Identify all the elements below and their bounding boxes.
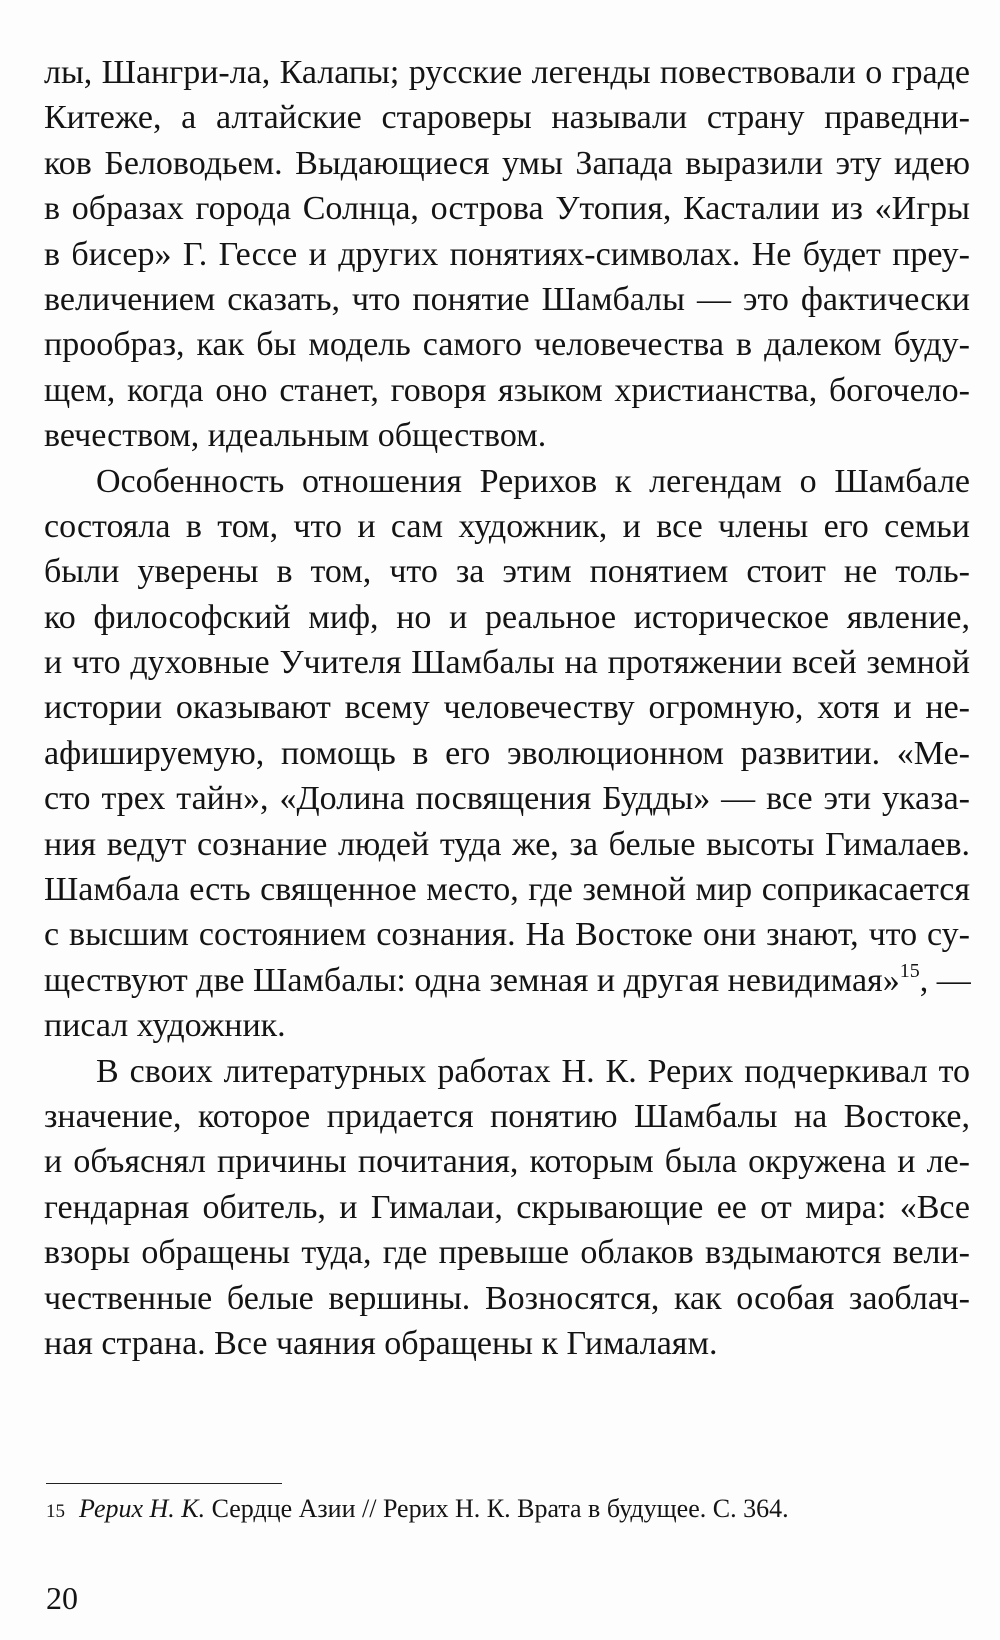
- text-line: с высшим состоянием сознания. На Востоке они знают, что су-: [44, 916, 970, 954]
- text-line: Китеже, а алтайские староверы называли страну праведни-: [44, 99, 970, 137]
- text-line-body: ществуют две Шамбалы: одна земная и другая невидимая»: [44, 961, 900, 999]
- footnote-text: Сердце Азии // Рерих Н. К. Врата в будущее. С. 364.: [205, 1494, 789, 1523]
- text-line: гендарная обитель, и Гималаи, скрывающие ее от мира: «Все: [44, 1188, 970, 1226]
- text-line: ния ведут сознание людей туда же, за белые высоты Гималаев.: [44, 825, 970, 863]
- text-line: ко философский миф, но и реальное историческое явление,: [44, 598, 970, 636]
- text-line: истории оказывают всему человечеству огромную, хотя и не-: [44, 689, 970, 727]
- text-line: взоры обращены туда, где превыше облаков вздымаются вели-: [44, 1234, 970, 1272]
- text-line: ков Беловодьем. Выдающиеся умы Запада выразили эту идею: [44, 144, 970, 182]
- paragraph-2: [44, 459, 970, 1049]
- footnote-number: 15: [46, 1501, 65, 1522]
- text-line: и что духовные Учителя Шамбалы на протяжении всей земной: [44, 644, 970, 682]
- text-line: щем, когда оно станет, говоря языком христианства, богочело-: [44, 371, 970, 409]
- paragraph-1: [44, 50, 970, 459]
- text-line: чественные белые вершины. Возносятся, как особая заоблач-: [44, 1279, 970, 1317]
- text-line: в образах города Солнца, острова Утопия, Касталии из «Игры: [44, 190, 970, 228]
- text-line: ная страна. Все чаяния обращены к Гималаям.: [44, 1324, 718, 1362]
- text-line-with-footnote-ref: [44, 958, 970, 1003]
- footnote-author: Рерих Н. К.: [79, 1494, 206, 1523]
- text-line: прообраз, как бы модель самого человечества в далеком буду-: [44, 326, 970, 364]
- text-line: в бисер» Г. Гессе и других понятиях-символах. Не будет преу-: [44, 235, 970, 273]
- text-line: были уверены в том, что за этим понятием стоит не толь-: [44, 553, 970, 591]
- page-number: 20: [46, 1580, 78, 1616]
- footnote-divider: [46, 1483, 282, 1484]
- text-line: писал художник.: [44, 1007, 286, 1045]
- text-line: величением сказать, что понятие Шамбалы — это фактически: [44, 280, 970, 318]
- text-line: лы, Шангри-ла, Калапы; русские легенды повествовали о граде: [44, 54, 970, 91]
- text-line: афишируемую, помощь в его эволюционном развитии. «Ме-: [44, 734, 970, 772]
- text-line: Шамбала есть священное место, где земной мир соприкасается: [44, 871, 970, 909]
- text-line-tail: , —: [919, 961, 971, 999]
- footnote-reference: 15: [899, 959, 920, 982]
- text-line: В своих литературных работах Н. К. Рерих подчеркивал то: [96, 1052, 970, 1090]
- footnote: [46, 1491, 966, 1530]
- text-line: значение, которое придается понятию Шамбалы на Востоке,: [44, 1097, 970, 1135]
- text-line: сто трех тайн», «Долина посвящения Будды» — все эти указа-: [44, 780, 970, 818]
- text-line: и объяснял причины почитания, которым была окружена и ле-: [44, 1143, 970, 1181]
- main-text: [44, 50, 970, 1366]
- paragraph-3: [44, 1049, 970, 1367]
- text-line: Особенность отношения Рерихов к легендам о Шамбале: [96, 462, 970, 500]
- text-line: состояла в том, что и сам художник, и все члены его семьи: [44, 507, 970, 545]
- text-line: вечеством, идеальным обществом.: [44, 417, 547, 455]
